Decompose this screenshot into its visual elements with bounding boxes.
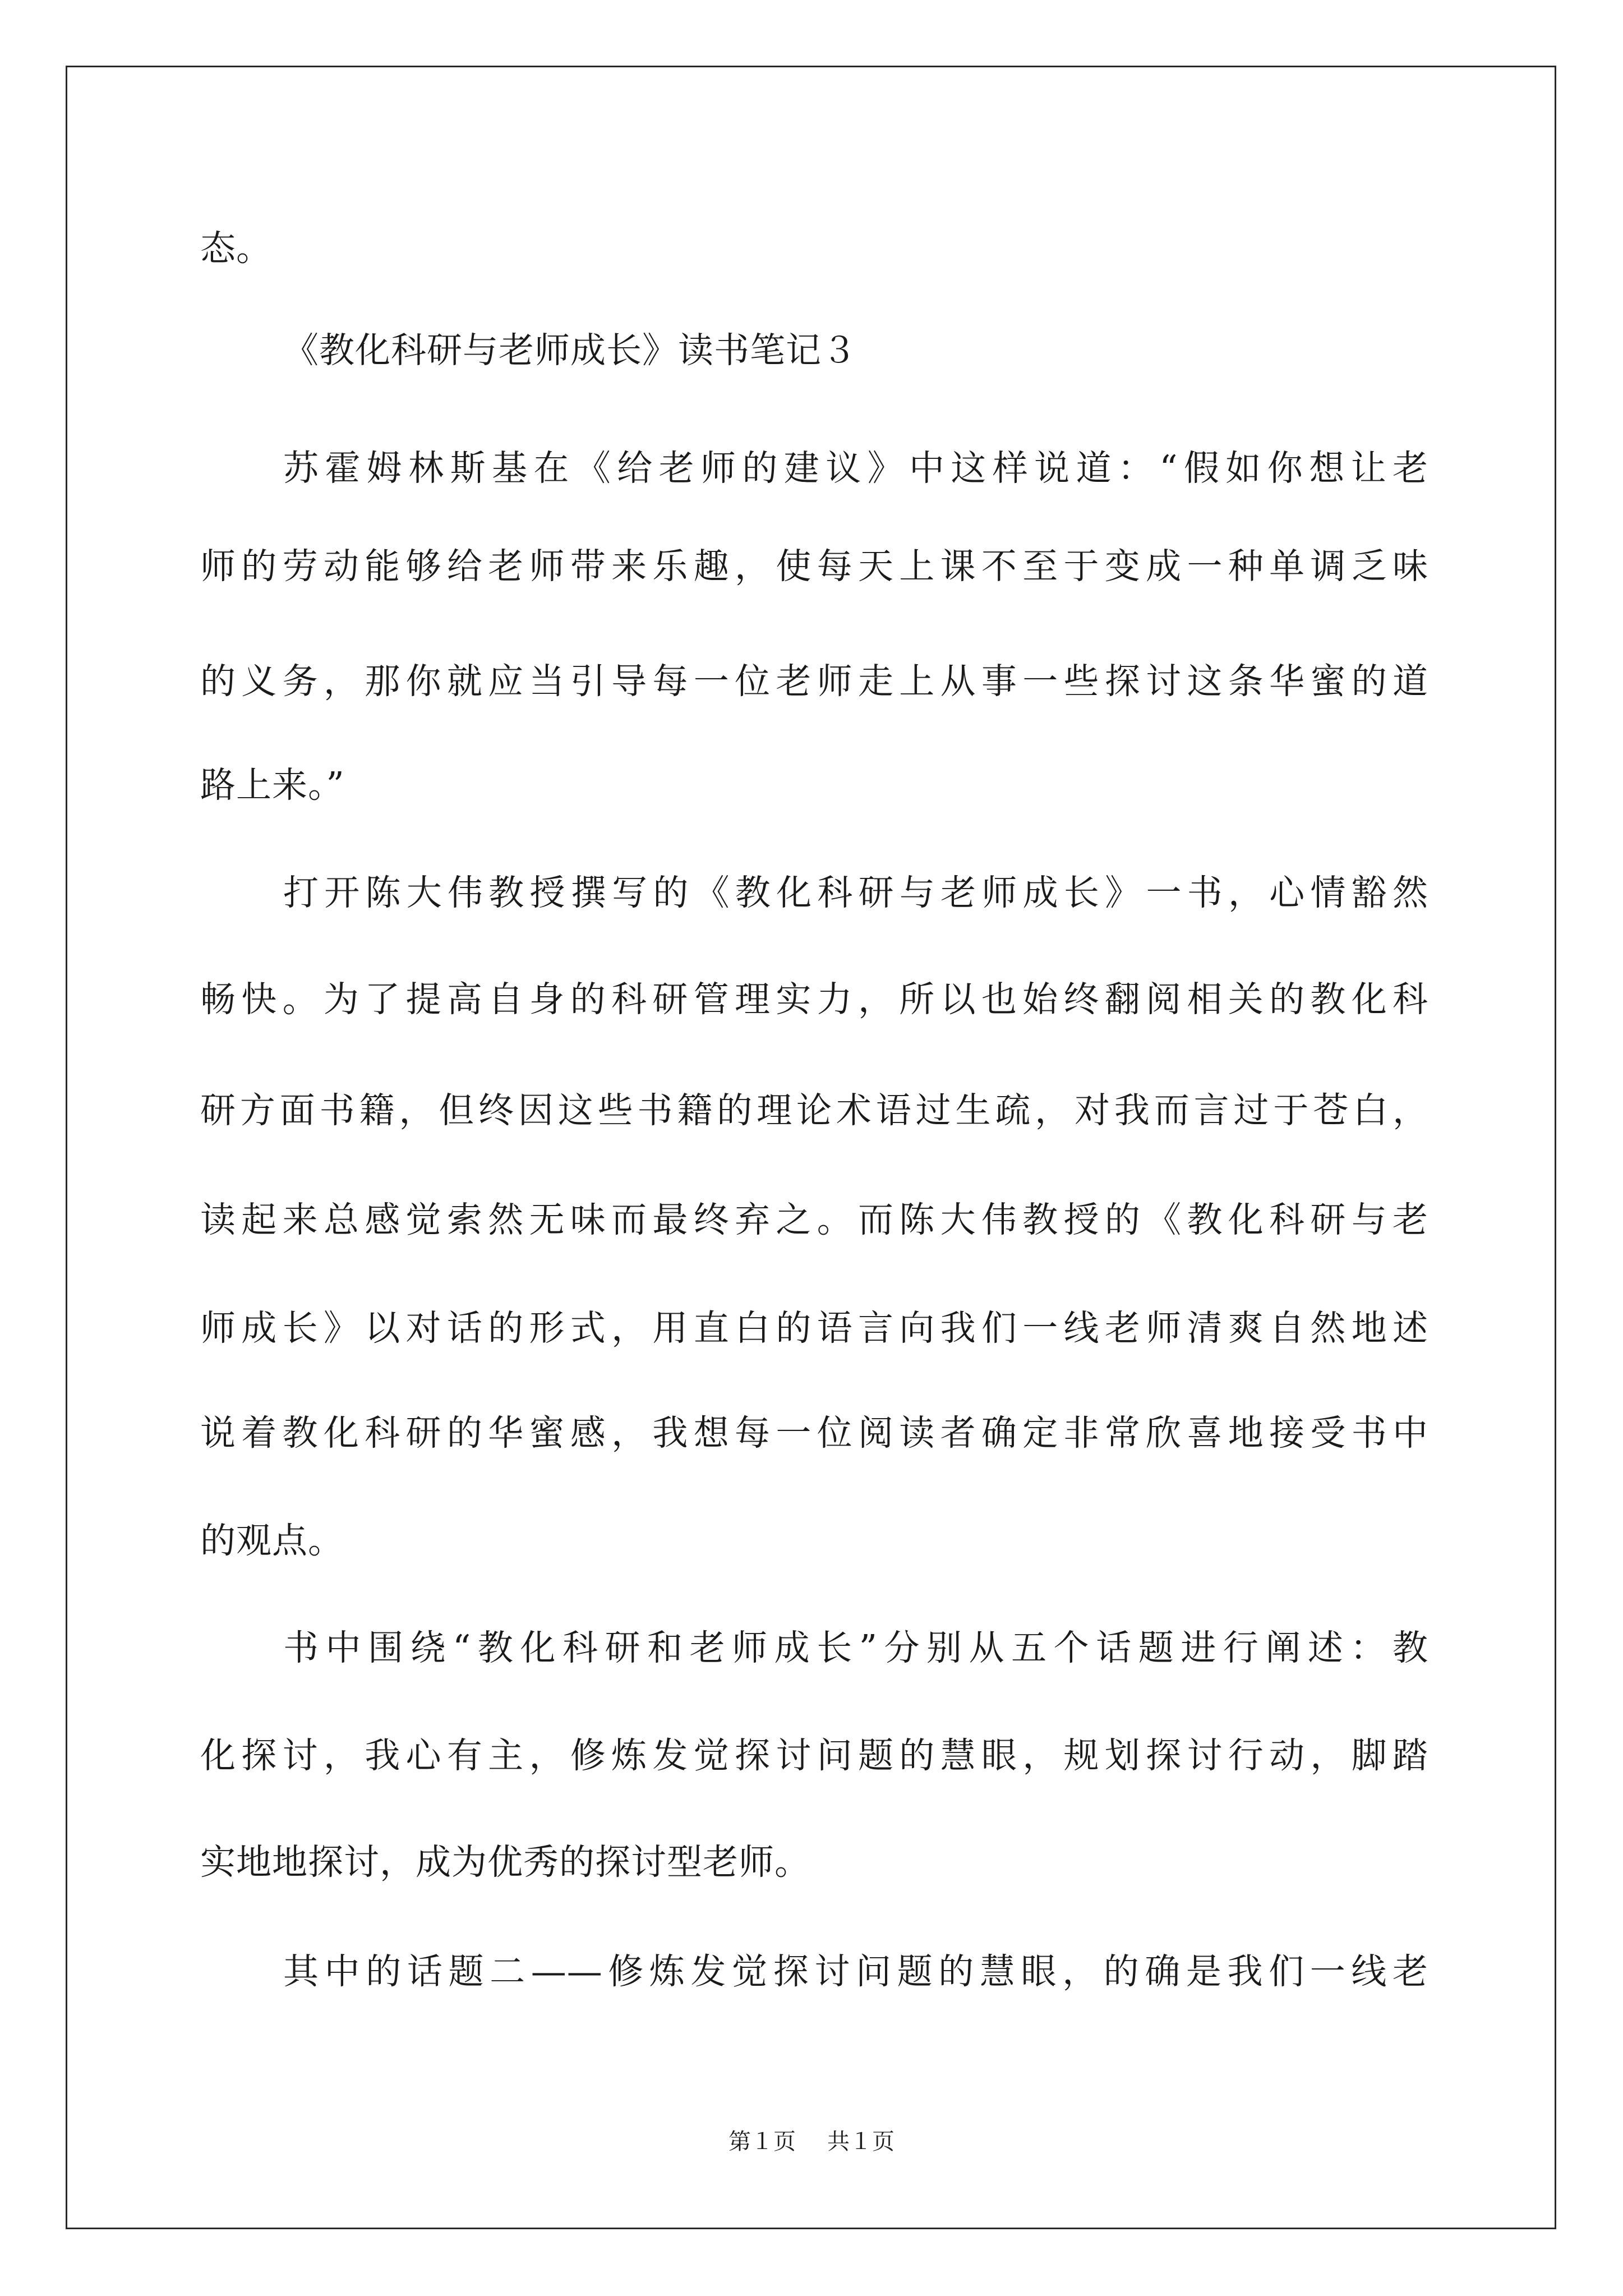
page-footer xyxy=(0,2125,1623,2159)
page-number: 第１页 xyxy=(728,2129,796,2155)
text-line-14: 书中围绕“教化科研和老师成长”分别从五个话题进行阐述：教 xyxy=(283,1627,1428,1668)
text-line-06: 路上来。” xyxy=(200,765,345,806)
text-line-10: 读起来总感觉索然无味而最终弃之。而陈大伟教授的《教化科研与老 xyxy=(200,1199,1428,1240)
text-line-04: 师的劳动能够给老师带来乐趣，使每天上课不至于变成一种单调乏味 xyxy=(200,546,1428,587)
text-line-15: 化探讨，我心有主，修炼发觉探讨问题的慧眼，规划探讨行动，脚踏 xyxy=(200,1735,1428,1776)
text-line-05: 的义务，那你就应当引导每一位老师走上从事一些探讨这条华蜜的道 xyxy=(200,661,1428,702)
text-line-16: 实地地探讨，成为优秀的探讨型老师。 xyxy=(200,1842,810,1883)
section-heading: 《教化科研与老师成长》读书笔记３ xyxy=(283,330,857,371)
text-line-13: 的观点。 xyxy=(200,1520,344,1561)
text-line-17: 其中的话题二——修炼发觉探讨问题的慧眼，的确是我们一线老 xyxy=(283,1951,1428,1992)
text-line-08: 畅快。为了提高自身的科研管理实力，所以也始终翻阅相关的教化科 xyxy=(200,979,1428,1020)
text-line-11: 师成长》以对话的形式，用直白的语言向我们一线老师清爽自然地述 xyxy=(200,1308,1428,1349)
text-line-12: 说着教化科研的华蜜感，我想每一位阅读者确定非常欣喜地接受书中 xyxy=(200,1412,1428,1453)
text-line-09: 研方面书籍，但终因这些书籍的理论术语过生疏，对我而言过于苍白， xyxy=(200,1090,1428,1131)
text-line-03: 苏霍姆林斯基在《给老师的建议》中这样说道：“假如你想让老 xyxy=(283,448,1428,489)
page-total: 共１页 xyxy=(827,2129,895,2155)
text-line-07: 打开陈大伟教授撰写的《教化科研与老师成长》一书，心情豁然 xyxy=(283,872,1428,913)
text-line-01: 态。 xyxy=(200,228,272,269)
page-border xyxy=(66,66,1556,2229)
